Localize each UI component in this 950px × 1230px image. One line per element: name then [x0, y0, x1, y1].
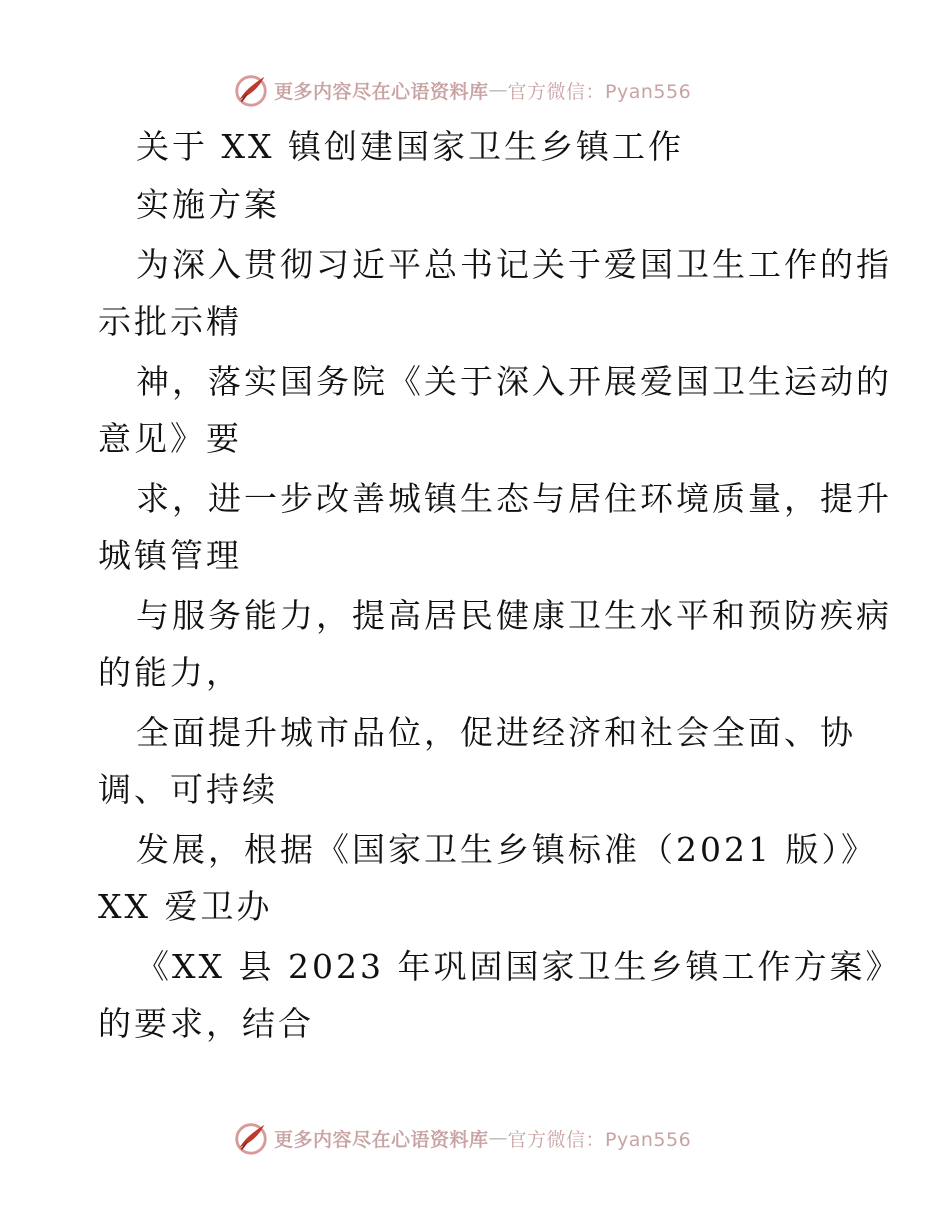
- document-title-line-1: 关于 XX 镇创建国家卫生乡镇工作: [136, 127, 684, 166]
- footer-watermark: [232, 1118, 691, 1158]
- paragraph-line: XX 爱卫办: [98, 887, 273, 926]
- paragraph-line: 的要求，结合: [98, 1004, 314, 1043]
- paragraph-line: 神，落实国务院《关于深入开展爱国卫生运动的: [136, 362, 892, 401]
- paragraph-line: 与服务能力，提高居民健康卫生水平和预防疾病: [136, 596, 892, 635]
- watermark-contact: 官方微信：Pyan556: [507, 1128, 692, 1151]
- paragraph-line: 的能力，: [98, 653, 242, 692]
- paragraph-line: 城镇管理: [98, 536, 242, 575]
- watermark-text: 更多内容尽在心语资料库: [274, 80, 489, 103]
- paragraph-line: 意见》要: [98, 419, 242, 458]
- paragraph-line: 发展，根据《国家卫生乡镇标准（2021 版）》: [136, 830, 877, 869]
- paragraph-line: 求，进一步改善城镇生态与居住环境质量，提升: [136, 479, 892, 518]
- paragraph-line: 为深入贯彻习近平总书记关于爱国卫生工作的指: [136, 245, 892, 284]
- header-watermark: [232, 70, 691, 110]
- watermark-contact: 官方微信：Pyan556: [507, 80, 692, 103]
- quill-logo-icon: [232, 71, 270, 109]
- watermark-dash: —: [488, 1127, 508, 1149]
- watermark-text: 更多内容尽在心语资料库: [274, 1128, 489, 1151]
- paragraph-line: 《XX 县 2023 年巩固国家卫生乡镇工作方案》: [136, 947, 902, 986]
- paragraph-line: 全面提升城市品位，促进经济和社会全面、协: [136, 713, 856, 752]
- watermark-dash: —: [488, 79, 508, 101]
- document-title-line-2: 实施方案: [136, 185, 280, 224]
- paragraph-line: 调、可持续: [98, 770, 278, 809]
- quill-logo-icon: [232, 1119, 270, 1157]
- paragraph-line: 示批示精: [98, 302, 242, 341]
